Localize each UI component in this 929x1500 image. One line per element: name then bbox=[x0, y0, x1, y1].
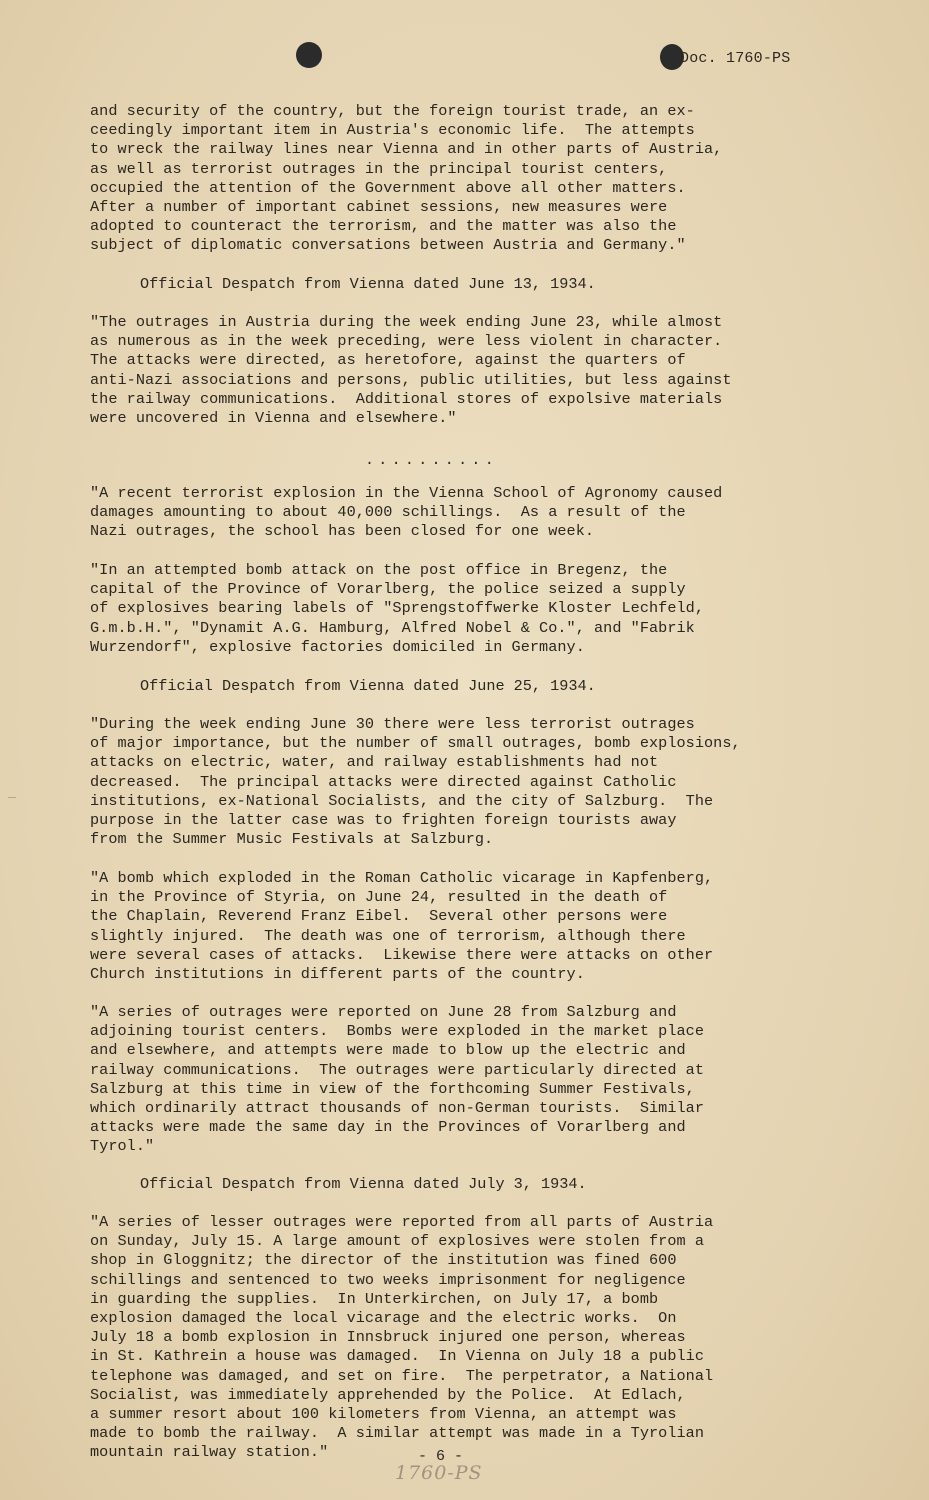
despatch-heading: Official Despatch from Vienna dated July 3, 1934. bbox=[140, 1175, 587, 1193]
handwritten-annotation: 1760-PS bbox=[395, 1462, 483, 1484]
paragraph: "In an attempted bomb attack on the post office in Bregenz, the capital of the Province of Vorarlberg, the police seized a supply of explosives bearing labels of "Sprengstoffwerke Kloster Lechfeld, G.m.b.H.", "Dynamit A.G. Hamburg, Alfred Nobel & Co.", and "Fabrik Wurzendorf", explosive factories domiciled in Germany. bbox=[90, 561, 704, 656]
page-number: - 6 - bbox=[418, 1448, 464, 1465]
paragraph: "A recent terrorist explosion in the Vienna School of Agronomy caused damages amounting to about 40,000 schillings. As a result of the Nazi outrages, the school has been closed for one week. bbox=[90, 484, 723, 541]
paragraph: "During the week ending June 30 there were less terrorist outrages of major importance, but the number of small outrages, bomb explosions, attacks on electric, water, and railway establishments had not decreased. The principal attacks were directed against Catholic institutions, ex-National Socialists, and the city of Salzburg. The purpose in the latter case was to frighten foreign tourists away from the Summer Music Festivals at Salzburg. bbox=[90, 715, 741, 849]
paragraph: "A bomb which exploded in the Roman Catholic vicarage in Kapfenberg, in the Province of Styria, on June 24, resulted in the death of the Chaplain, Reverend Franz Eibel. Several other persons were slightly injured. The death was one of terrorism, although there were several cases of attacks. Likewise there were attacks on other Church institutions in different parts of the country. bbox=[90, 869, 714, 984]
paragraph: "The outrages in Austria during the week ending June 23, while almost as numerous as in the week preceding, were less violent in character. The attacks were directed, as heretofore, against the quarters of anti-Nazi associations and persons, public utilities, but less against the railway communications. Additional stores of expolsive materials were uncovered in Vienna and elsewhere." bbox=[90, 313, 732, 428]
punch-hole bbox=[296, 42, 322, 68]
document-number: Doc. 1760-PS bbox=[680, 50, 791, 67]
paragraph-intro: and security of the country, but the foreign tourist trade, an ex- ceedingly important item in Austria's economic life. The attempts to wreck the railway lines near Vienna and in other parts of Austria, as well as terrorist outrages in the principal tourist centers, occupied the attention of the Government above all other matters. After a number of important cabinet sessions, new measures were adopted to counteract the terrorism, and the matter was also the subject of diplomatic conversations between Austria and Germany." bbox=[90, 102, 723, 255]
section-separator: .......... bbox=[365, 452, 499, 469]
paragraph: "A series of outrages were reported on June 28 from Salzburg and adjoining tourist centers. Bombs were exploded in the market place and elsewhere, and attempts were made to blow up the electric and railway communications. The outrages were particularly directed at Salzburg at this time in view of the forthcoming Summer Festivals, which ordinarily attract thousands of non-German tourists. Similar attacks were made the same day in the Provinces of Vorarlberg and Tyrol." bbox=[90, 1003, 704, 1156]
despatch-heading: Official Despatch from Vienna dated June 25, 1934. bbox=[140, 677, 596, 695]
despatch-heading: Official Despatch from Vienna dated June 13, 1934. bbox=[140, 275, 596, 293]
margin-mark bbox=[8, 797, 16, 798]
paragraph: "A series of lesser outrages were reported from all parts of Austria on Sunday, July 15. A large amount of explosives were stolen from a shop in Gloggnitz; the director of the institution was fined 600 schillings and sentenced to two weeks imprisonment for negligence in guarding the supplies. In Unterkirchen, on July 17, a bomb explosion damaged the local vicarage and the electric works. On July 18 a bomb explosion in Innsbruck injured one person, whereas in St. Kathrein a house was damaged. In Vienna on July 18 a public telephone was damaged, and set on fire. The perpetrator, a National Socialist, was immediately apprehended by the Police. At Edlach, a summer resort about 100 kilometers from Vienna, an attempt was made to bomb the railway. A similar attempt was made in a Tyrolian mountain railway station." bbox=[90, 1213, 714, 1462]
